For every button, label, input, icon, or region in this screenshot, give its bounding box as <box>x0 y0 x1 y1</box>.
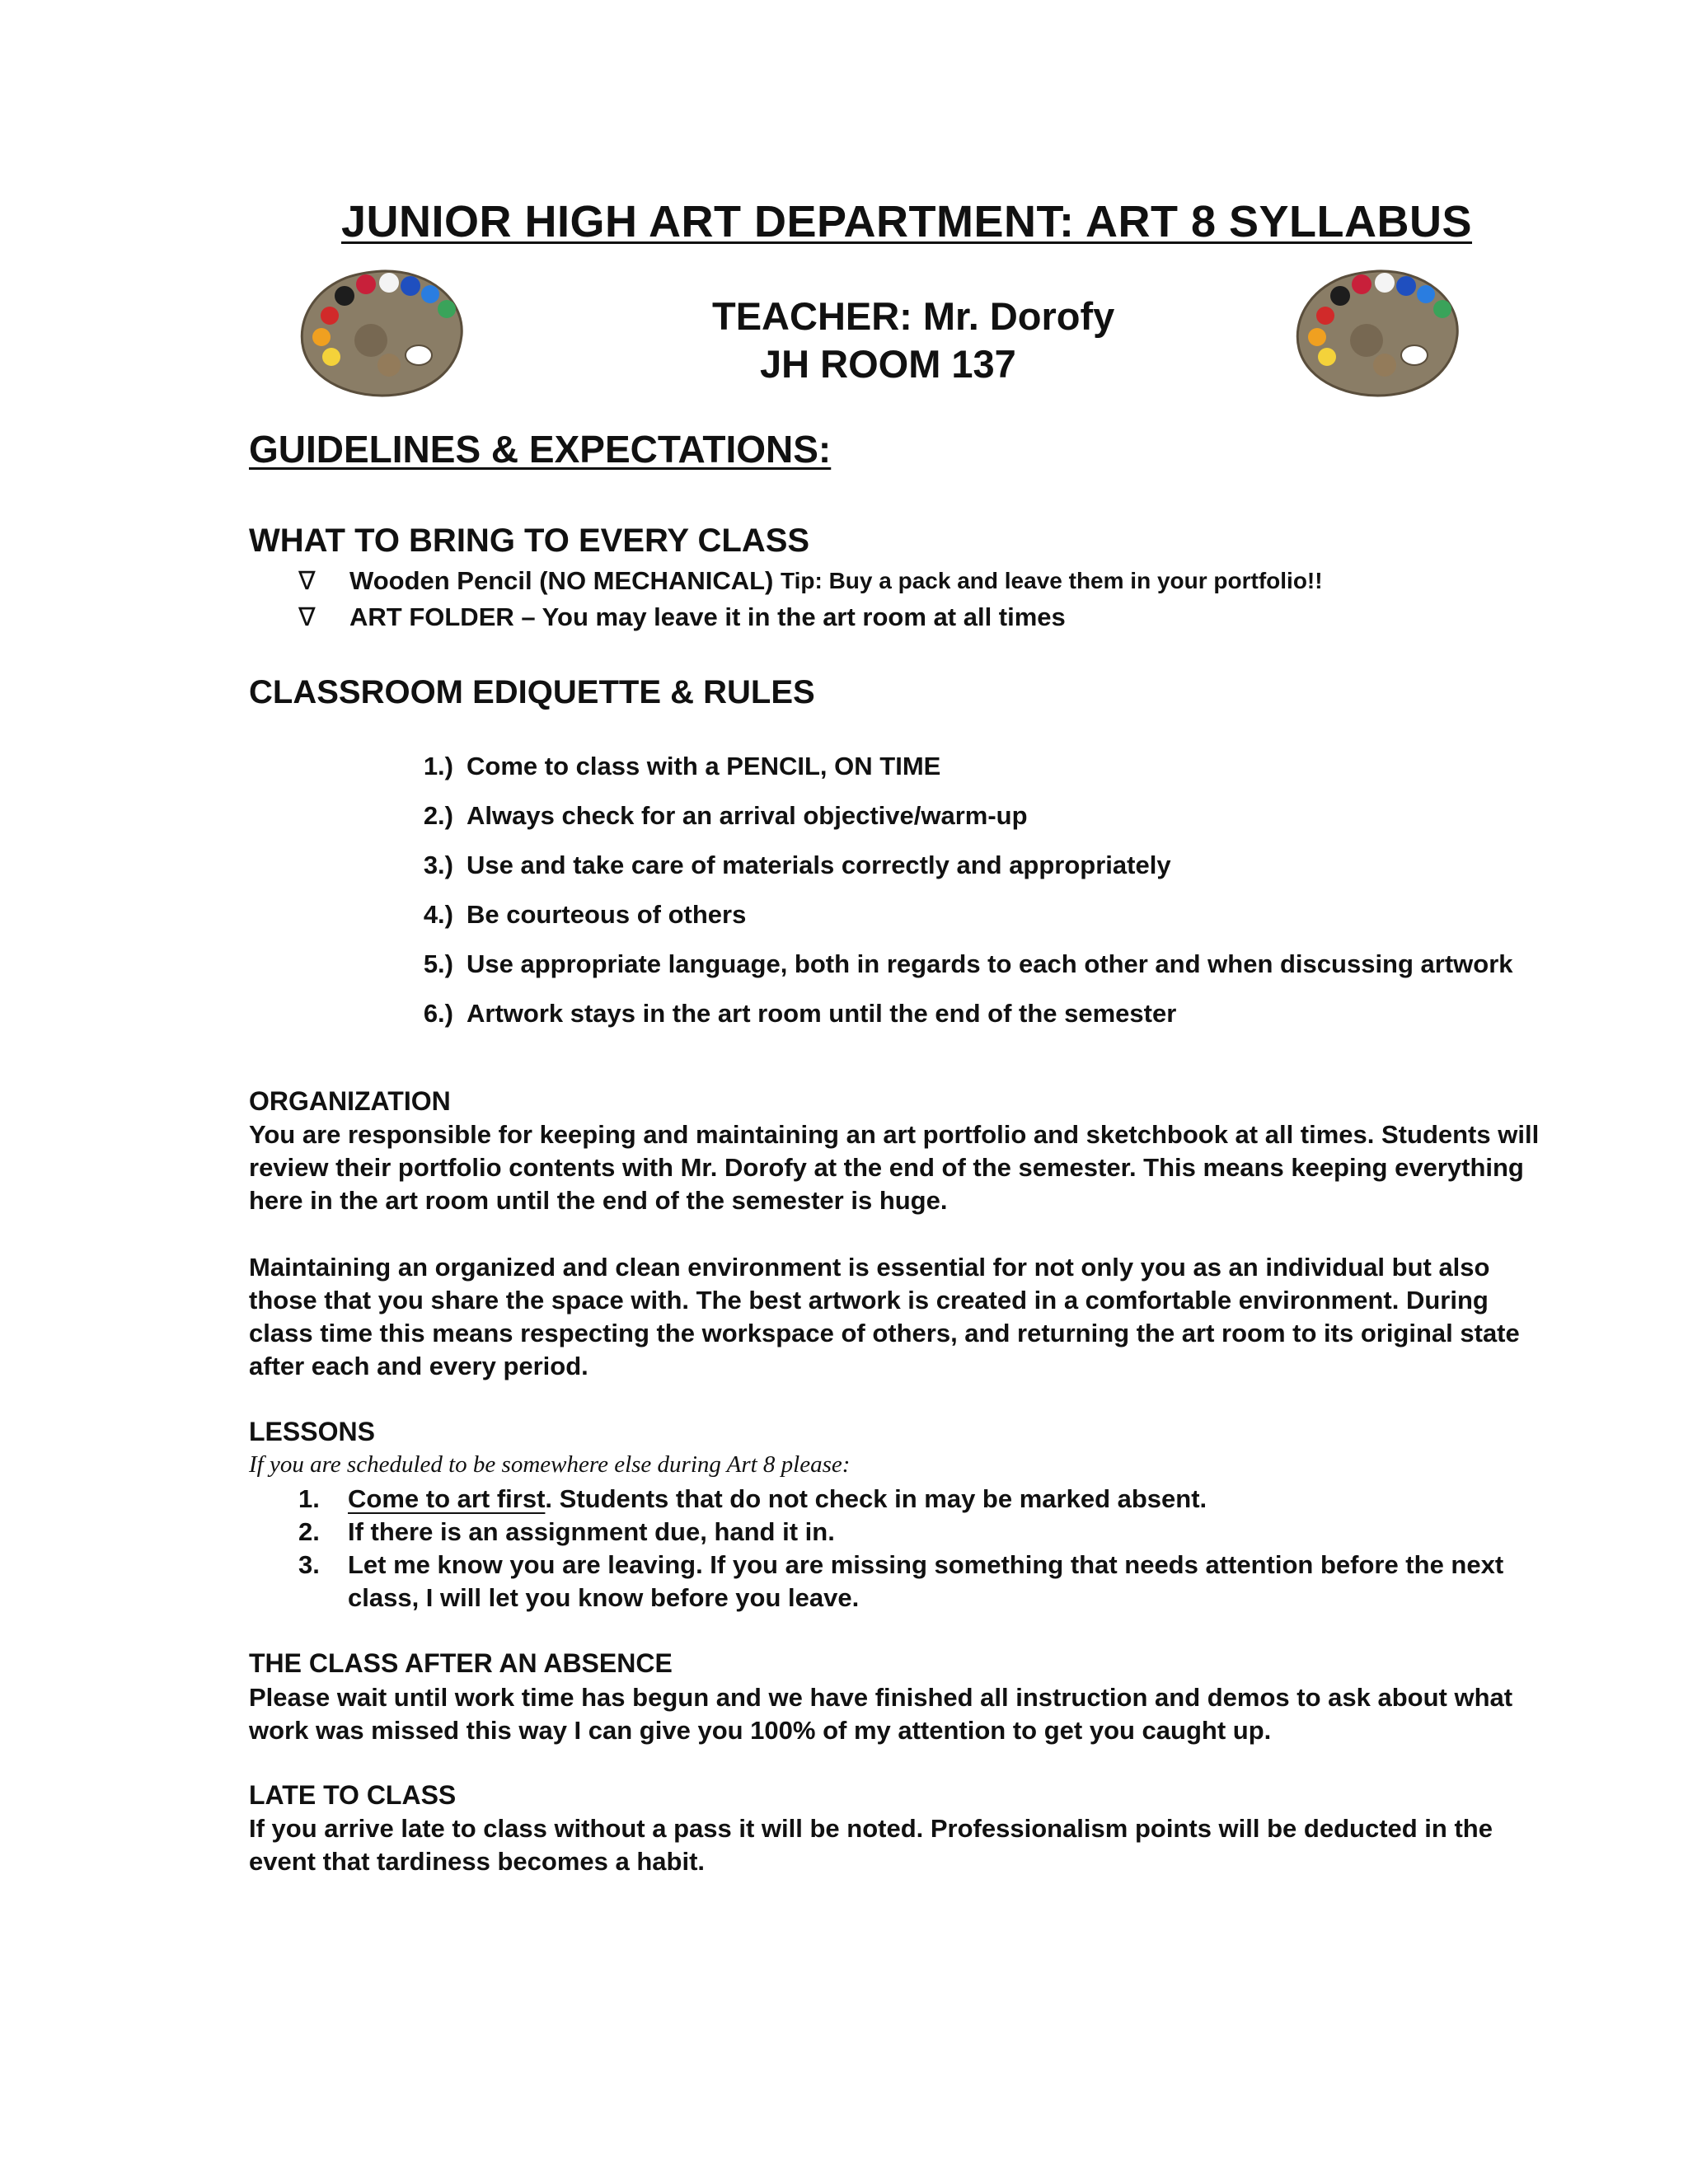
rule-item <box>394 752 1513 801</box>
lessons-heading: LESSONS <box>249 1417 375 1446</box>
rule-item <box>394 999 1513 1048</box>
list-item <box>298 1483 1543 1516</box>
room-number: JH ROOM 137 <box>760 342 1016 386</box>
bring-item-tip: Tip: Buy a pack and leave them in your portfolio!! <box>781 568 1323 593</box>
triangle-bullet-icon: ∇ <box>298 566 316 596</box>
rule-text: Artwork stays in the art room until the end of the semester <box>467 999 1177 1028</box>
list-item <box>298 563 1323 599</box>
rule-number: 5.) <box>423 949 453 978</box>
triangle-bullet-icon: ∇ <box>298 602 316 632</box>
bring-item-main: ART FOLDER – You may leave it in the art room at all times <box>349 602 1066 631</box>
rule-item <box>394 900 1513 949</box>
lesson-text: If there is an assignment due, hand it in. <box>348 1517 835 1546</box>
page-title: JUNIOR HIGH ART DEPARTMENT: ART 8 SYLLABUS <box>340 197 1473 246</box>
list-item <box>298 1549 1543 1615</box>
bring-list <box>298 563 1323 635</box>
rule-text: Always check for an arrival objective/warm-up <box>467 801 1028 830</box>
absence-paragraph: Please wait until work time has begun and we have finished all instruction and demos to ask about what work was missed this way I can give you 100% of my attention to get you caught up. <box>249 1683 1513 1745</box>
lesson-number: 1. <box>298 1484 320 1513</box>
guidelines-heading: GUIDELINES & EXPECTATIONS: <box>249 428 832 471</box>
rule-number: 1.) <box>423 752 453 780</box>
lesson-lead: Come to art first <box>348 1484 546 1513</box>
list-item <box>298 1516 1543 1549</box>
rules-list <box>394 752 1513 1048</box>
organization-paragraph-2: Maintaining an organized and clean environment is essential for not only you as an individual but also those that you share the space with. The best artwork is created in a comfortable environment. During class time this means respecting the workspace of others, and returning the art room to its original state after each and every period. <box>249 1253 1520 1380</box>
bring-heading: WHAT TO BRING TO EVERY CLASS <box>249 523 810 559</box>
lessons-note: If you are scheduled to be somewhere else during Art 8 please: <box>249 1451 851 1478</box>
lesson-number: 2. <box>298 1517 320 1546</box>
rule-number: 3.) <box>423 851 453 879</box>
late-paragraph: If you arrive late to class without a pass it will be noted. Professionalism points will be deducted in the event that tardiness becomes a habit. <box>249 1814 1493 1876</box>
organization-paragraph-1: You are responsible for keeping and maintaining an art portfolio and sketchbook at all times. Students will review their portfolio contents with Mr. Dorofy at the end of the semester. This means keeping everything here in the art room until the end of the semester is huge. <box>249 1120 1540 1215</box>
late-heading: LATE TO CLASS <box>249 1780 457 1810</box>
rule-number: 2.) <box>423 801 453 830</box>
lesson-number: 3. <box>298 1550 320 1579</box>
organization-heading: ORGANIZATION <box>249 1086 451 1116</box>
paint-palette-icon <box>1292 266 1462 400</box>
absence-heading: THE CLASS AFTER AN ABSENCE <box>249 1648 673 1678</box>
bring-item-main: Wooden Pencil (NO MECHANICAL) <box>349 566 774 595</box>
rule-number: 4.) <box>423 900 453 929</box>
lesson-text: Let me know you are leaving. If you are missing something that needs attention before the next class, I will let you know before you leave. <box>348 1550 1504 1612</box>
rule-number: 6.) <box>423 999 453 1028</box>
lessons-list <box>298 1483 1543 1615</box>
rule-text: Use and take care of materials correctly and appropriately <box>467 851 1171 879</box>
rule-text: Use appropriate language, both in regards to each other and when discussing artwork <box>467 949 1513 978</box>
rule-text: Come to class with a PENCIL, ON TIME <box>467 752 941 780</box>
list-item <box>298 599 1323 635</box>
paint-palette-icon <box>297 266 467 400</box>
rule-item <box>394 801 1513 851</box>
rules-heading: CLASSROOM EDIQUETTE & RULES <box>249 674 815 710</box>
lesson-text: . Students that do not check in may be marked absent. <box>545 1484 1207 1513</box>
rule-item <box>394 851 1513 900</box>
teacher-name: TEACHER: Mr. Dorofy <box>712 294 1115 338</box>
rule-text: Be courteous of others <box>467 900 747 929</box>
rule-item <box>394 949 1513 999</box>
